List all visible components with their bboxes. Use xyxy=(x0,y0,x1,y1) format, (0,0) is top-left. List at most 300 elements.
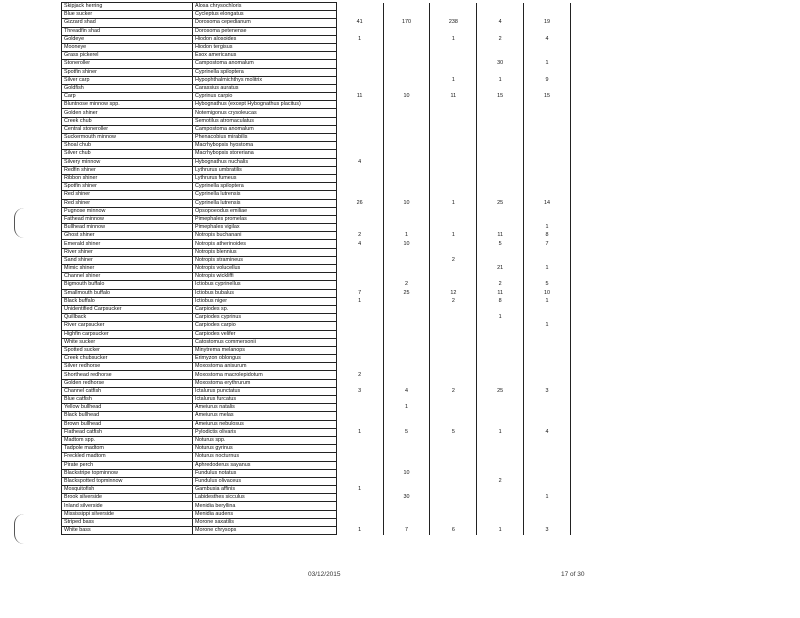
count-cell xyxy=(383,35,430,43)
count-cell xyxy=(430,494,477,502)
count-cell xyxy=(524,109,571,117)
scientific-name-cell: Carassius auratus xyxy=(192,84,336,92)
scientific-name-cell: Moxostoma erythrurum xyxy=(192,379,336,387)
count-cell xyxy=(430,134,477,142)
scientific-name-cell: Cyprinella lutrensis xyxy=(192,199,336,207)
count-cell xyxy=(430,314,477,322)
common-name-cell: Mimic shiner xyxy=(62,265,193,273)
count-cell xyxy=(336,76,383,84)
count-cell xyxy=(430,396,477,404)
table-row xyxy=(62,363,571,371)
scientific-name-cell: Noturus nocturnus xyxy=(192,453,336,461)
count-cell xyxy=(524,412,571,420)
table-row xyxy=(62,248,571,256)
count-cell: 4 xyxy=(524,428,571,436)
count-cell xyxy=(336,461,383,469)
count-cell xyxy=(524,404,571,412)
count-cell xyxy=(430,404,477,412)
count-cell xyxy=(524,101,571,109)
table-row xyxy=(62,191,571,199)
punch-hole-mark xyxy=(14,208,25,238)
table-row xyxy=(62,502,571,510)
common-name-cell: Redfin shiner xyxy=(62,166,193,174)
count-cell xyxy=(336,3,383,11)
count-cell: 15 xyxy=(477,93,524,101)
table-row xyxy=(62,3,571,11)
count-cell xyxy=(477,27,524,35)
table-row xyxy=(62,232,571,240)
table-row xyxy=(62,461,571,469)
count-cell xyxy=(430,84,477,92)
count-cell xyxy=(383,453,430,461)
common-name-cell: Gizzard shad xyxy=(62,19,193,27)
count-cell xyxy=(524,142,571,150)
count-cell xyxy=(430,191,477,199)
common-name-cell: Yellow bullhead xyxy=(62,404,193,412)
count-cell xyxy=(477,379,524,387)
count-cell xyxy=(477,412,524,420)
count-cell xyxy=(383,256,430,264)
count-cell: 21 xyxy=(477,265,524,273)
count-cell xyxy=(430,502,477,510)
count-cell xyxy=(336,68,383,76)
count-cell xyxy=(336,338,383,346)
count-cell: 1 xyxy=(336,486,383,494)
count-cell xyxy=(336,322,383,330)
table-row xyxy=(62,27,571,35)
table-row xyxy=(62,420,571,428)
count-cell: 1 xyxy=(524,265,571,273)
count-cell xyxy=(336,224,383,232)
count-cell xyxy=(430,240,477,248)
count-cell xyxy=(430,330,477,338)
count-cell xyxy=(383,3,430,11)
count-cell: 5 xyxy=(477,240,524,248)
count-cell: 2 xyxy=(336,232,383,240)
count-cell xyxy=(524,346,571,354)
scientific-name-cell: Carpiodes carpio xyxy=(192,322,336,330)
count-cell: 3 xyxy=(524,527,571,535)
count-cell xyxy=(336,117,383,125)
count-cell xyxy=(430,518,477,526)
table-row xyxy=(62,453,571,461)
count-cell xyxy=(477,215,524,223)
count-cell xyxy=(477,338,524,346)
count-cell xyxy=(383,305,430,313)
common-name-cell: Creek chubsucker xyxy=(62,355,193,363)
count-cell xyxy=(524,68,571,76)
count-cell xyxy=(430,174,477,182)
count-cell xyxy=(477,494,524,502)
count-cell xyxy=(430,125,477,133)
scientific-name-cell: Campostoma anomalum xyxy=(192,125,336,133)
common-name-cell: Madtom spp. xyxy=(62,436,193,444)
table-row xyxy=(62,166,571,174)
common-name-cell: Red shiner xyxy=(62,191,193,199)
common-name-cell: Sand shiner xyxy=(62,256,193,264)
count-cell xyxy=(477,84,524,92)
count-cell xyxy=(430,477,477,485)
count-cell xyxy=(383,109,430,117)
count-cell xyxy=(336,134,383,142)
count-cell: 1 xyxy=(477,527,524,535)
count-cell xyxy=(524,11,571,19)
count-cell xyxy=(383,412,430,420)
table-row xyxy=(62,93,571,101)
table-row xyxy=(62,224,571,232)
count-cell: 10 xyxy=(383,469,430,477)
count-cell: 1 xyxy=(524,297,571,305)
count-cell xyxy=(524,502,571,510)
count-cell xyxy=(336,510,383,518)
count-cell: 6 xyxy=(430,527,477,535)
common-name-cell: Unidentified Carpsucker xyxy=(62,305,193,313)
count-cell xyxy=(336,84,383,92)
count-cell xyxy=(383,477,430,485)
count-cell xyxy=(477,68,524,76)
count-cell xyxy=(336,256,383,264)
count-cell xyxy=(430,150,477,158)
common-name-cell: Brown bullhead xyxy=(62,420,193,428)
table-row xyxy=(62,486,571,494)
count-cell: 1 xyxy=(336,35,383,43)
count-cell xyxy=(383,346,430,354)
count-cell xyxy=(430,355,477,363)
count-cell xyxy=(336,346,383,354)
count-cell xyxy=(524,166,571,174)
common-name-cell: Stoneroller xyxy=(62,60,193,68)
scientific-name-cell: Notropis atherinoides xyxy=(192,240,336,248)
count-cell xyxy=(477,436,524,444)
count-cell xyxy=(477,363,524,371)
count-cell xyxy=(430,43,477,51)
count-cell xyxy=(336,11,383,19)
common-name-cell: Brook silverside xyxy=(62,494,193,502)
count-cell xyxy=(336,379,383,387)
table-row xyxy=(62,477,571,485)
scientific-name-cell: Noturus spp. xyxy=(192,436,336,444)
table-row xyxy=(62,125,571,133)
scientific-name-cell: Ictiobus bubalus xyxy=(192,289,336,297)
count-cell: 1 xyxy=(524,60,571,68)
common-name-cell: Carp xyxy=(62,93,193,101)
count-cell: 11 xyxy=(477,232,524,240)
count-cell xyxy=(383,52,430,60)
count-cell xyxy=(524,461,571,469)
count-cell xyxy=(477,461,524,469)
count-cell xyxy=(383,461,430,469)
count-cell xyxy=(524,43,571,51)
common-name-cell: Fathead minnow xyxy=(62,215,193,223)
count-cell xyxy=(430,52,477,60)
table-row xyxy=(62,322,571,330)
count-cell xyxy=(430,281,477,289)
table-row xyxy=(62,396,571,404)
count-cell xyxy=(524,355,571,363)
table-row xyxy=(62,142,571,150)
table-row xyxy=(62,158,571,166)
count-cell xyxy=(524,486,571,494)
count-cell xyxy=(336,518,383,526)
table-row xyxy=(62,43,571,51)
count-cell xyxy=(383,134,430,142)
count-cell: 19 xyxy=(524,19,571,27)
count-cell xyxy=(524,420,571,428)
count-cell xyxy=(430,346,477,354)
table-row xyxy=(62,35,571,43)
count-cell xyxy=(336,166,383,174)
scientific-name-cell: Carpiodes cyprinus xyxy=(192,314,336,322)
common-name-cell: Freckled madtom xyxy=(62,453,193,461)
count-cell xyxy=(383,273,430,281)
common-name-cell: Silvery minnow xyxy=(62,158,193,166)
count-cell xyxy=(524,3,571,11)
count-cell xyxy=(383,338,430,346)
count-cell: 11 xyxy=(336,93,383,101)
count-cell: 1 xyxy=(524,322,571,330)
count-cell: 4 xyxy=(336,158,383,166)
common-name-cell: Black bullhead xyxy=(62,412,193,420)
count-cell xyxy=(430,60,477,68)
footer-page-number: 17 of 30 xyxy=(561,571,585,578)
count-cell xyxy=(336,502,383,510)
scientific-name-cell: Hypophthalmichthys molitrix xyxy=(192,76,336,84)
count-cell xyxy=(336,207,383,215)
count-cell xyxy=(383,215,430,223)
table-row xyxy=(62,52,571,60)
common-name-cell: Suckermouth minnow xyxy=(62,134,193,142)
scientific-name-cell: Alosa chrysochloris xyxy=(192,3,336,11)
count-cell xyxy=(477,330,524,338)
count-cell xyxy=(430,248,477,256)
count-cell xyxy=(477,191,524,199)
count-cell: 4 xyxy=(336,240,383,248)
count-cell xyxy=(336,109,383,117)
count-cell: 10 xyxy=(383,93,430,101)
count-cell: 7 xyxy=(524,240,571,248)
common-name-cell: Ghost shiner xyxy=(62,232,193,240)
common-name-cell: River shiner xyxy=(62,248,193,256)
common-name-cell: Blackstripe topminnow xyxy=(62,469,193,477)
count-cell: 7 xyxy=(383,527,430,535)
count-cell xyxy=(430,27,477,35)
scientific-name-cell: Pylodictis olivaris xyxy=(192,428,336,436)
count-cell xyxy=(336,174,383,182)
count-cell xyxy=(383,224,430,232)
scientific-name-cell: Ictalurus punctatus xyxy=(192,387,336,395)
count-cell xyxy=(383,510,430,518)
count-cell xyxy=(383,265,430,273)
count-cell: 4 xyxy=(383,387,430,395)
count-cell: 14 xyxy=(524,199,571,207)
count-cell: 25 xyxy=(383,289,430,297)
count-cell xyxy=(336,363,383,371)
count-cell: 1 xyxy=(336,527,383,535)
count-cell xyxy=(477,322,524,330)
count-cell xyxy=(336,150,383,158)
common-name-cell: Shorthead redhorse xyxy=(62,371,193,379)
table-row xyxy=(62,346,571,354)
count-cell: 8 xyxy=(524,232,571,240)
count-cell xyxy=(524,436,571,444)
scientific-name-cell: Ictalurus furcatus xyxy=(192,396,336,404)
count-cell: 1 xyxy=(430,35,477,43)
common-name-cell: Bigmouth buffalo xyxy=(62,281,193,289)
scientific-name-cell: Gambusia affinis xyxy=(192,486,336,494)
count-cell xyxy=(477,52,524,60)
count-cell: 1 xyxy=(383,404,430,412)
count-cell xyxy=(524,453,571,461)
scientific-name-cell: Noturus gyrinus xyxy=(192,445,336,453)
count-cell: 3 xyxy=(524,387,571,395)
count-cell xyxy=(430,305,477,313)
count-cell: 8 xyxy=(477,297,524,305)
scientific-name-cell: Menidia beryllina xyxy=(192,502,336,510)
common-name-cell: Emerald shiner xyxy=(62,240,193,248)
scientific-name-cell: Macrhybopsis storeriana xyxy=(192,150,336,158)
common-name-cell: Red shiner xyxy=(62,199,193,207)
table-row xyxy=(62,174,571,182)
count-cell xyxy=(430,183,477,191)
count-cell xyxy=(383,207,430,215)
count-cell xyxy=(383,158,430,166)
count-cell: 12 xyxy=(430,289,477,297)
scientific-name-cell: Pimephales promelas xyxy=(192,215,336,223)
count-cell xyxy=(477,256,524,264)
scientific-name-cell: Ameiurus natalis xyxy=(192,404,336,412)
table-row xyxy=(62,297,571,305)
scientific-name-cell: Minytrema melanops xyxy=(192,346,336,354)
count-cell xyxy=(524,207,571,215)
count-cell xyxy=(336,265,383,273)
scientific-name-cell: Aphredoderus sayanus xyxy=(192,461,336,469)
scientific-name-cell: Notropis buchanani xyxy=(192,232,336,240)
count-cell xyxy=(383,117,430,125)
table-row xyxy=(62,387,571,395)
count-cell xyxy=(383,150,430,158)
count-cell xyxy=(477,125,524,133)
count-cell xyxy=(477,518,524,526)
count-cell xyxy=(336,404,383,412)
count-cell xyxy=(430,101,477,109)
scientific-name-cell: Pimephales vigilax xyxy=(192,224,336,232)
count-cell xyxy=(430,224,477,232)
common-name-cell: Black buffalo xyxy=(62,297,193,305)
count-cell: 15 xyxy=(524,93,571,101)
count-cell xyxy=(524,27,571,35)
table-row xyxy=(62,314,571,322)
count-cell: 2 xyxy=(383,281,430,289)
table-row xyxy=(62,215,571,223)
scientific-name-cell: Ameiurus nebulosus xyxy=(192,420,336,428)
count-cell xyxy=(383,502,430,510)
table-row xyxy=(62,240,571,248)
table-row xyxy=(62,11,571,19)
common-name-cell: Golden shiner xyxy=(62,109,193,117)
count-cell xyxy=(430,371,477,379)
common-name-cell: Tadpole madtom xyxy=(62,445,193,453)
count-cell xyxy=(524,510,571,518)
count-cell xyxy=(430,265,477,273)
count-cell xyxy=(336,305,383,313)
count-cell xyxy=(524,174,571,182)
table-row xyxy=(62,60,571,68)
count-cell xyxy=(383,371,430,379)
count-cell: 2 xyxy=(477,477,524,485)
table-row xyxy=(62,289,571,297)
scientific-name-cell: Morone saxatilis xyxy=(192,518,336,526)
table-row xyxy=(62,469,571,477)
count-cell: 170 xyxy=(383,19,430,27)
table-row xyxy=(62,428,571,436)
count-cell: 1 xyxy=(477,428,524,436)
scientific-name-cell: Catostomus commersonii xyxy=(192,338,336,346)
scientific-name-cell: Cyprinella spiloptera xyxy=(192,68,336,76)
count-cell xyxy=(524,305,571,313)
count-cell: 2 xyxy=(430,297,477,305)
count-cell xyxy=(430,215,477,223)
count-cell xyxy=(477,183,524,191)
count-cell xyxy=(336,494,383,502)
common-name-cell: Flathead catfish xyxy=(62,428,193,436)
table-row xyxy=(62,510,571,518)
count-cell xyxy=(477,224,524,232)
count-cell xyxy=(430,363,477,371)
count-cell xyxy=(336,215,383,223)
count-cell xyxy=(477,142,524,150)
count-cell xyxy=(383,518,430,526)
common-name-cell: Blackspotted topminnow xyxy=(62,477,193,485)
common-name-cell: Threadfin shad xyxy=(62,27,193,35)
scientific-name-cell: Notropis wickliffi xyxy=(192,273,336,281)
scientific-name-cell: Campostoma anomalum xyxy=(192,60,336,68)
count-cell xyxy=(383,445,430,453)
count-cell xyxy=(524,363,571,371)
count-cell xyxy=(524,158,571,166)
count-cell xyxy=(477,510,524,518)
table-row xyxy=(62,76,571,84)
count-cell: 30 xyxy=(383,494,430,502)
common-name-cell: Striped bass xyxy=(62,518,193,526)
count-cell xyxy=(336,330,383,338)
count-cell xyxy=(336,273,383,281)
scientific-name-cell: Esox americanus xyxy=(192,52,336,60)
common-name-cell: Golden redhorse xyxy=(62,379,193,387)
scientific-name-cell: Hybognathus nuchalis xyxy=(192,158,336,166)
table-row xyxy=(62,117,571,125)
count-cell: 7 xyxy=(336,289,383,297)
count-cell xyxy=(336,281,383,289)
count-cell xyxy=(477,207,524,215)
count-cell xyxy=(524,191,571,199)
count-cell xyxy=(430,461,477,469)
count-cell xyxy=(336,453,383,461)
count-cell xyxy=(477,469,524,477)
count-cell xyxy=(383,314,430,322)
common-name-cell: Pirate perch xyxy=(62,461,193,469)
fish-species-table xyxy=(61,2,571,535)
scientific-name-cell: Fundulus notatus xyxy=(192,469,336,477)
count-cell xyxy=(430,158,477,166)
count-cell xyxy=(383,174,430,182)
count-cell xyxy=(477,396,524,404)
count-cell xyxy=(524,518,571,526)
count-cell: 2 xyxy=(477,35,524,43)
common-name-cell: Blue catfish xyxy=(62,396,193,404)
count-cell xyxy=(524,273,571,281)
table-row xyxy=(62,256,571,264)
scientific-name-cell: Ictiobus cyprinellus xyxy=(192,281,336,289)
